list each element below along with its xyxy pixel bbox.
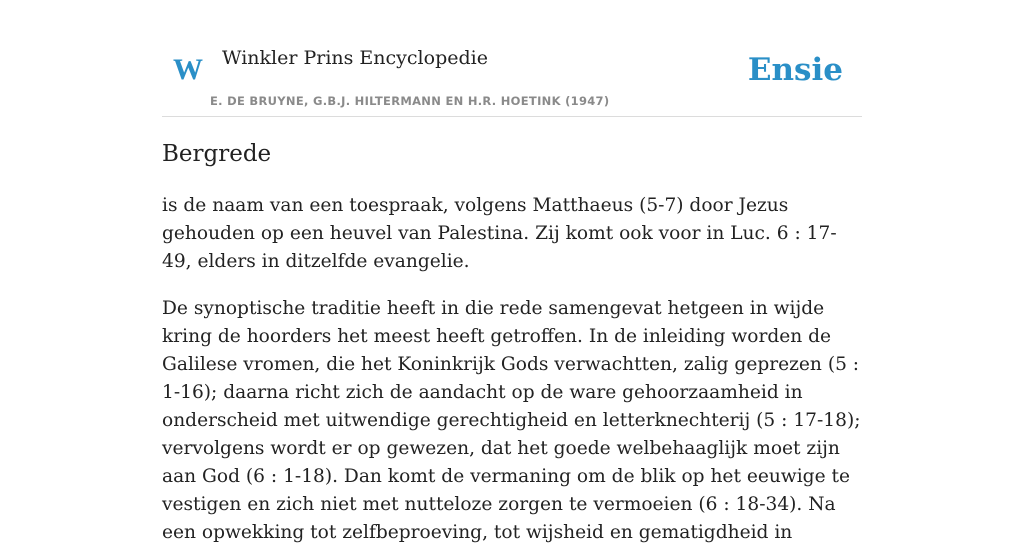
article-title: Bergrede [162,141,272,167]
article [162,136,862,547]
publication-authors: E. DE BRUYNE, G.B.J. HILTERMANN EN H.R. HOETINK (1947) [210,94,610,108]
encyclopedia-logo-icon[interactable]: W [173,53,203,86]
article-paragraph: De synoptische traditie heeft in die rede samengevat hetgeen in wijde kring de hoorders het meest heeft getroffen. In de inleiding worden de Galilese vromen, die het Koninkrijk Gods verwachtten, zalig geprezen (5 : 1-16); daarna richt zich de aandacht op de ware gehoorzaamheid in onderscheid met uitwendige gerechtigheid en letterknechterij (5 : 17-18); vervolgens wordt er op gewezen, dat het goede welbehaaglijk moet zijn aan God (6 : 1-18). Dan komt de vermaning om de blik op het eeuwige te vestigen en zich niet met nutteloze zorgen te vermoeien (6 : 18-34). Na een opwekking tot zelfbeproeving, tot wijsheid en gematigdheid in [162,298,861,543]
article-paragraph: is de naam van een toespraak, volgens Matthaeus (5-7) door Jezus gehouden op een heuvel van Palestina. Zij komt ook voor in Luc. 6 : 17-49, elders in ditzelfde evangelie. [162,195,837,272]
publication-title[interactable]: Winkler Prins Encyclopedie [222,47,488,69]
header [162,0,862,117]
ensie-logo[interactable]: Ensie [747,52,843,88]
